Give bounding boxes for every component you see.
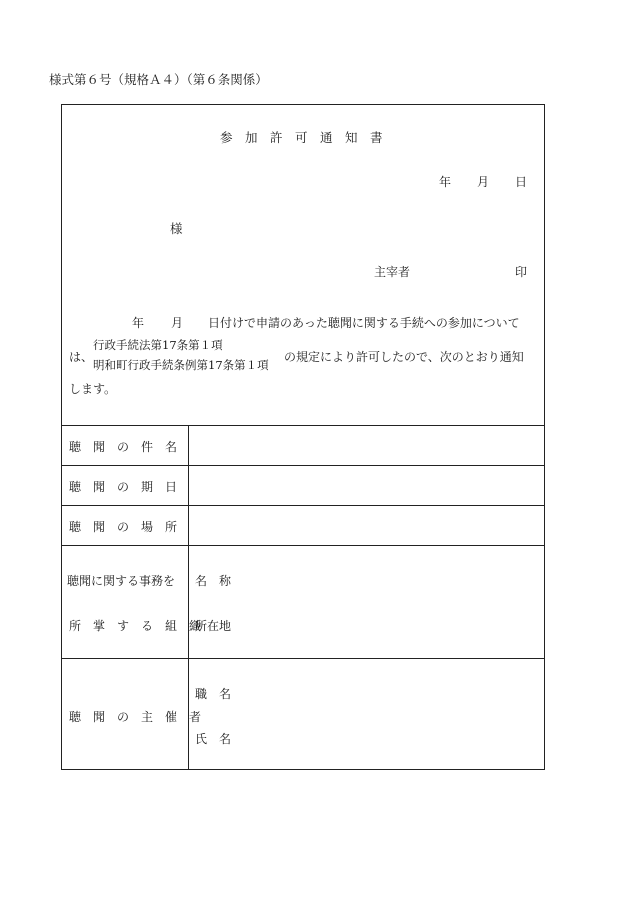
organizer-label: 主宰者 xyxy=(374,265,411,279)
row-rule-3 xyxy=(61,545,545,546)
body-line2: の規定により許可したので、次のとおり通知 xyxy=(284,350,524,364)
row-rule-1 xyxy=(61,465,545,466)
host-name-field: 氏 名 xyxy=(195,732,232,746)
organization-address-field: 所在地 xyxy=(195,619,232,633)
body-wa: は、 xyxy=(69,350,94,364)
row-rule-4 xyxy=(61,658,545,659)
body-month: 月 xyxy=(171,316,184,330)
host-label: 聴 聞 の 主 催 者 xyxy=(69,710,202,724)
form-number: 様式第６号（規格Ａ４）（第６条関係） xyxy=(49,72,268,87)
row-label-case-name: 聴 聞 の 件 名 xyxy=(69,440,178,454)
law-option-municipal: 明和町行政手続条例第17条第１項 xyxy=(93,358,269,372)
row-label-hearing-date: 聴 聞 の 期 日 xyxy=(69,480,178,494)
table-top-rule xyxy=(61,425,545,426)
date-day-label: 日 xyxy=(515,175,528,189)
row-label-hearing-place: 聴 聞 の 場 所 xyxy=(69,520,178,534)
row-rule-2 xyxy=(61,505,545,506)
date-month-label: 月 xyxy=(477,175,490,189)
law-option-national: 行政手続法第17条第１項 xyxy=(93,338,223,352)
organization-label-line1: 聴聞に関する事務を xyxy=(67,574,176,588)
document-title: 参 加 許 可 通 知 書 xyxy=(220,130,383,145)
date-year-label: 年 xyxy=(439,175,452,189)
addressee-suffix: 様 xyxy=(170,221,183,236)
notice-frame xyxy=(61,104,545,770)
host-title-field: 職 名 xyxy=(195,687,232,701)
body-line1: 日付けで申請のあった聴聞に関する手続への参加について xyxy=(208,316,520,330)
body-year: 年 xyxy=(132,316,145,330)
organization-label-line2: 所 掌 す る 組 織 xyxy=(69,619,202,633)
body-line3: します。 xyxy=(69,382,117,396)
seal-mark: 印 xyxy=(515,265,528,279)
organization-name-field: 名 称 xyxy=(195,574,232,588)
